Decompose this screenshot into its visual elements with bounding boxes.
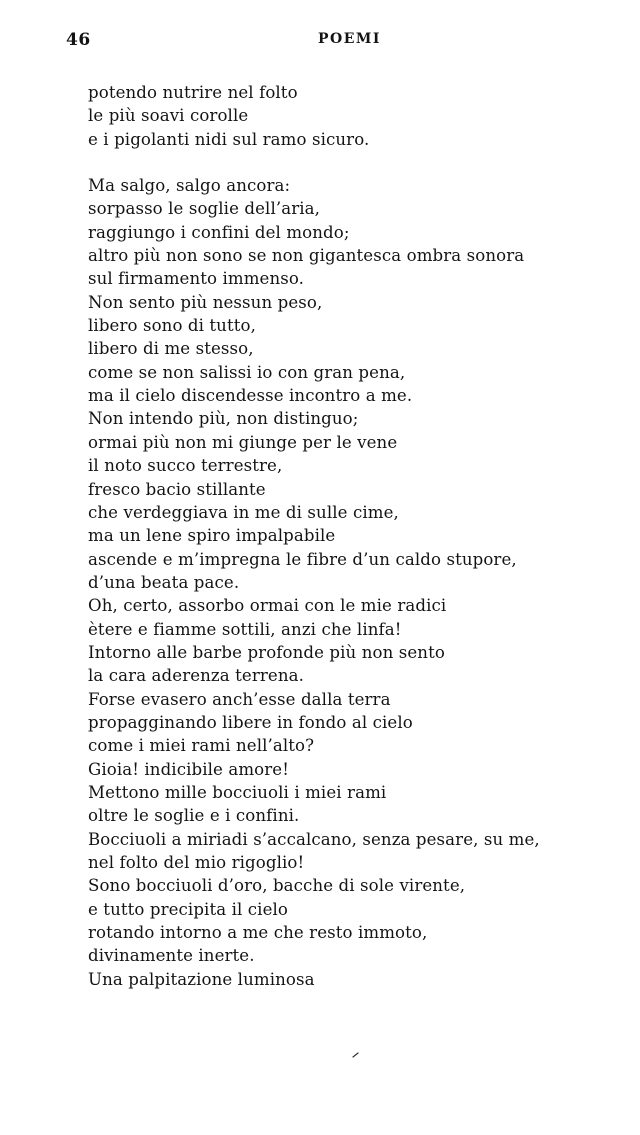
running-head: POEMI bbox=[318, 31, 381, 47]
poem-body bbox=[88, 81, 628, 991]
poem-line: potendo nutrire nel folto bbox=[88, 83, 298, 102]
poem-line: ma il cielo discendesse incontro a me. bbox=[88, 386, 413, 406]
poem-line: come se non salissi io con gran pena, bbox=[88, 362, 406, 382]
poem-line: Bocciuoli a miriadi s’accalcano, senza pesare, su me, bbox=[88, 829, 540, 849]
poem-line: altro più non sono se non gigantesca ombra sonora bbox=[88, 246, 525, 266]
poem-line: Non sento più nessun peso, bbox=[88, 292, 323, 312]
poem-line: e i pigolanti nidi sul ramo sicuro. bbox=[88, 129, 370, 149]
poem-line: Forse evasero anch’esse dalla terra bbox=[88, 689, 391, 709]
poem-line: divinamente inerte. bbox=[88, 946, 255, 966]
poem-line: oltre le soglie e i confini. bbox=[88, 806, 300, 826]
poem-line: propagginando libere in fondo al cielo bbox=[88, 712, 413, 732]
poem-line: e tutto precipita il cielo bbox=[88, 899, 288, 919]
stanza bbox=[88, 174, 628, 991]
poem-line: ma un lene spiro impalpabile bbox=[88, 526, 336, 546]
poem-line: ascende e m’impregna le fibre d’un caldo stupore, bbox=[88, 549, 517, 569]
poem-line: Gioia! indicibile amore! bbox=[88, 759, 289, 779]
poem-line: come i miei rami nell’alto? bbox=[88, 736, 315, 756]
poem-line: Oh, certo, assorbo ormai con le mie radici bbox=[88, 596, 447, 616]
poem-line: d’una beata pace. bbox=[88, 572, 240, 592]
poem-line: ètere e fiamme sottili, anzi che linfa! bbox=[88, 619, 402, 639]
ink-speck bbox=[352, 1052, 360, 1058]
stanza bbox=[88, 81, 628, 151]
poem-line: le più soavi corolle bbox=[88, 106, 249, 126]
poem-line: libero sono di tutto, bbox=[88, 316, 256, 336]
poem-line: la cara aderenza terrena. bbox=[88, 666, 304, 686]
poem-line: libero di me stesso, bbox=[88, 339, 254, 359]
poem-line: ormai più non mi giunge per le vene bbox=[88, 432, 398, 452]
poem-line: sorpasso le soglie dell’aria, bbox=[88, 199, 321, 219]
page-number: 46 bbox=[66, 30, 91, 50]
poem-line: nel folto del mio rigoglio! bbox=[88, 853, 305, 872]
poem-line: Mettono mille bocciuoli i miei rami bbox=[88, 782, 387, 802]
poem-line: sul firmamento immenso. bbox=[88, 269, 305, 289]
poem-line: raggiungo i confini del mondo; bbox=[88, 222, 350, 242]
poem-line: Una palpitazione luminosa bbox=[88, 969, 315, 989]
poem-line: Non intendo più, non distinguo; bbox=[88, 409, 359, 429]
poem-line: rotando intorno a me che resto immoto, bbox=[88, 923, 428, 943]
poem-line: Ma salgo, salgo ancora: bbox=[88, 176, 291, 196]
poem-line: il noto succo terrestre, bbox=[88, 456, 283, 476]
poem-line: fresco bacio stillante bbox=[88, 479, 266, 499]
poem-line: Sono bocciuoli d’oro, bacche di sole virente, bbox=[88, 876, 466, 896]
page-header bbox=[0, 30, 640, 54]
poem-line: Intorno alle barbe profonde più non sento bbox=[88, 642, 445, 662]
poem-line: che verdeggiava in me di sulle cime, bbox=[88, 502, 399, 522]
